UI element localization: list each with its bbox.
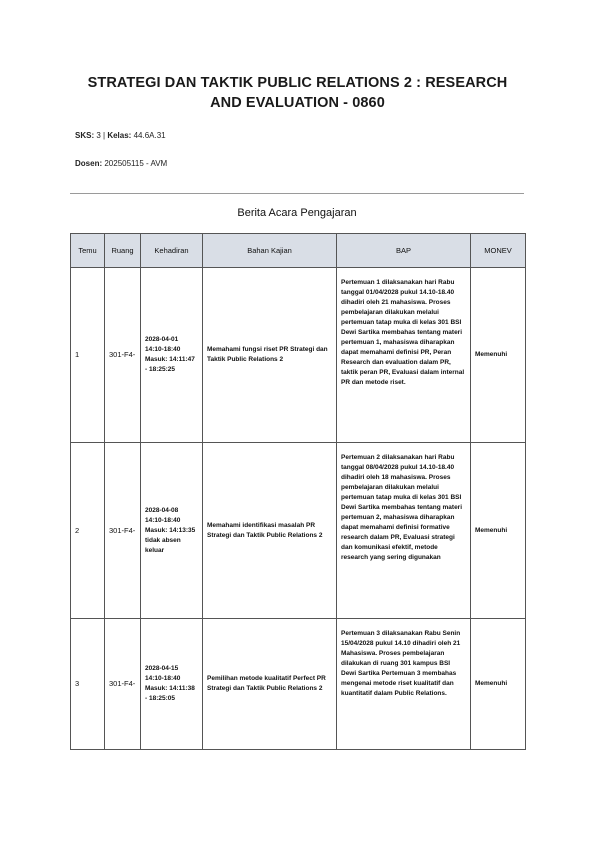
column-header-monev: MONEV xyxy=(471,234,526,268)
cell-ruang: 301-F4- xyxy=(105,443,141,619)
column-header-ruang: Ruang xyxy=(105,234,141,268)
cell-bap: Pertemuan 3 dilaksanakan Rabu Senin 15/04/2028 pukul 14.10 dihadiri oleh 21 Mahasiswa. Proses pembelajaran dilakukan di ruang 301 kampus BSI Dewi Sartika Pertemuan 3 membahas mengenai metode riset kualitatif dan kuantitatif dalam Public Relations. xyxy=(337,619,471,750)
document-title xyxy=(60,73,535,113)
title-line-2: AND EVALUATION - 0860 xyxy=(210,95,385,111)
course-meta xyxy=(75,131,166,140)
cell-ruang: 301-F4- xyxy=(105,619,141,750)
divider xyxy=(70,193,524,194)
cell-bap: Pertemuan 2 dilaksanakan hari Rabu tanggal 08/04/2028 pukul 14.10-18.40 dihadiri oleh 18 mahasiswa. Proses pembelajaran dilakukan melalui pertemuan tatap muka di kelas 301 BSI Dewi Sartika membahas tentang materi pertemuan 2, mahasiswa diharapkan dapat memahami definisi formative research dalam PR, Evaluasi strategi dan komunikasi efektif, metode research yang sering digunakan xyxy=(337,443,471,619)
column-header-temu: Temu xyxy=(71,234,105,268)
cell-kehadiran: 2028-04-15 14:10-18:40 Masuk: 14:11:38 - 18:25:05 xyxy=(141,619,203,750)
cell-monev: Memenuhi xyxy=(471,443,526,619)
kelas-value: 44.6A.31 xyxy=(131,131,166,140)
cell-kehadiran: 2028-04-08 14:10-18:40 Masuk: 14:13:35 tidak absen keluar xyxy=(141,443,203,619)
kelas-label: Kelas: xyxy=(107,131,132,140)
cell-temu: 3 xyxy=(71,619,105,750)
title-line-1: STRATEGI DAN TAKTIK PUBLIC RELATIONS 2 : RESEARCH xyxy=(87,75,508,91)
cell-bahan-kajian: Pemilihan metode kualitatif Perfect PR Strategi dan Taktik Public Relations 2 xyxy=(203,619,337,750)
cell-bahan-kajian: Memahami identifikasi masalah PR Strategi dan Taktik Public Relations 2 xyxy=(203,443,337,619)
table-row xyxy=(71,443,526,619)
cell-monev: Memenuhi xyxy=(471,619,526,750)
dosen-value: 202505115 - AVM xyxy=(102,159,168,168)
cell-bahan-kajian: Memahami fungsi riset PR Strategi dan Taktik Public Relations 2 xyxy=(203,268,337,443)
lecturer-meta xyxy=(75,159,167,168)
cell-temu: 2 xyxy=(71,443,105,619)
column-header-bap: BAP xyxy=(337,234,471,268)
teaching-log-table xyxy=(70,233,526,750)
cell-ruang: 301-F4- xyxy=(105,268,141,443)
cell-kehadiran: 2028-04-01 14:10-18:40 Masuk: 14:11:47 - 18:25:25 xyxy=(141,268,203,443)
cell-temu: 1 xyxy=(71,268,105,443)
table-row xyxy=(71,619,526,750)
column-header-bahan-kajian: Bahan Kajian xyxy=(203,234,337,268)
table-row xyxy=(71,268,526,443)
column-header-kehadiran: Kehadiran xyxy=(141,234,203,268)
sks-label: SKS: xyxy=(75,131,95,140)
table-header-row xyxy=(71,234,526,268)
sks-value: 3 | xyxy=(94,131,108,140)
section-title: Berita Acara Pengajaran xyxy=(237,207,357,219)
cell-bap: Pertemuan 1 dilaksanakan hari Rabu tanggal 01/04/2028 pukul 14.10-18.40 dihadiri oleh 21 mahasiswa. Proses pembelajaran dilakukan melalui pertemuan tatap muka di kelas 301 BSI Dewi Sartika membahas tentang materi pertemuan 1, mahasiswa diharapkan dapat memahami definisi PR, Peran Research dan evaluation dalam PR, taktik peran PR, Evaluasi dalam internal PR dan metode riset. xyxy=(337,268,471,443)
cell-monev: Memenuhi xyxy=(471,268,526,443)
dosen-label: Dosen: xyxy=(75,159,103,168)
